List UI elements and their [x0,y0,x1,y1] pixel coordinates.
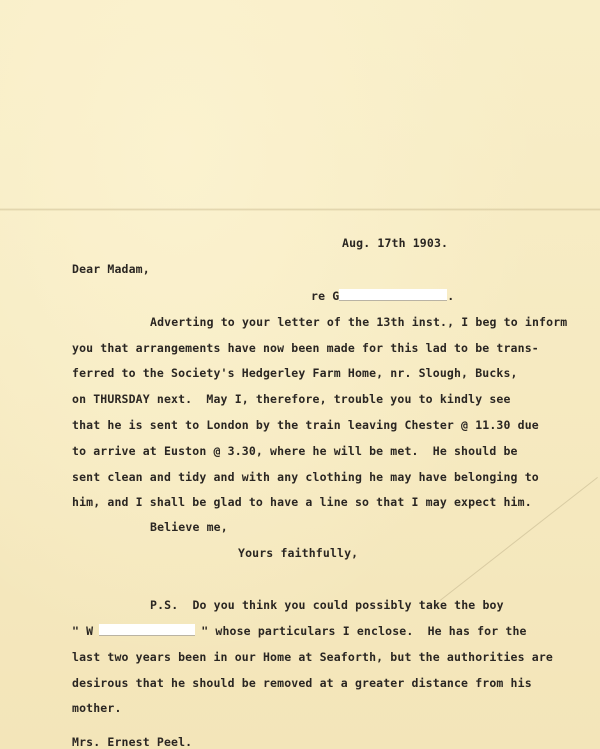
body-line-1: Adverting to your letter of the 13th inst., I beg to inform [150,315,568,329]
reference-line [311,289,454,303]
salutation: Dear Madam, [72,262,150,276]
letter-date: Aug. 17th 1903. [342,236,449,250]
body-line-7: sent clean and tidy and with any clothing he may have belonging to [72,470,539,484]
body-line-2: you that arrangements have now been made for this lad to be trans- [72,341,539,355]
reference-suffix: . [447,289,455,303]
paper-fold [0,208,600,211]
redacted-boy-name [99,624,195,636]
body-line-4: on THURSDAY next. May I, therefore, trouble you to kindly see [72,392,511,406]
body-line-6: to arrive at Euston @ 3.30, where he will be met. He should be [72,444,518,458]
body-line-8: him, and I shall be glad to have a line so that I may expect him. [72,495,532,509]
ps-line-2 [72,624,527,638]
ps-line-4: desirous that he should be removed at a greater distance from his [72,676,532,690]
addressee: Mrs. Ernest Peel. [72,735,193,749]
body-line-5: that he is sent to London by the train leaving Chester @ 11.30 due [72,418,539,432]
redacted-name [339,289,447,301]
ps-line-3: last two years been in our Home at Seaforth, but the authorities are [72,650,554,664]
closing-believe: Believe me, [150,520,228,534]
ps-line-2-suffix: " whose particulars I enclose. He has for the [201,624,527,638]
closing-yours: Yours faithfully, [238,546,359,560]
reference-prefix: re G [311,289,340,303]
ps-line-2-prefix: " W [72,624,94,638]
ps-line-1: P.S. Do you think you could possibly take the boy [150,598,504,612]
body-line-3: ferred to the Society's Hedgerley Farm Home, nr. Slough, Bucks, [72,366,518,380]
ps-line-5: mother. [72,701,122,715]
